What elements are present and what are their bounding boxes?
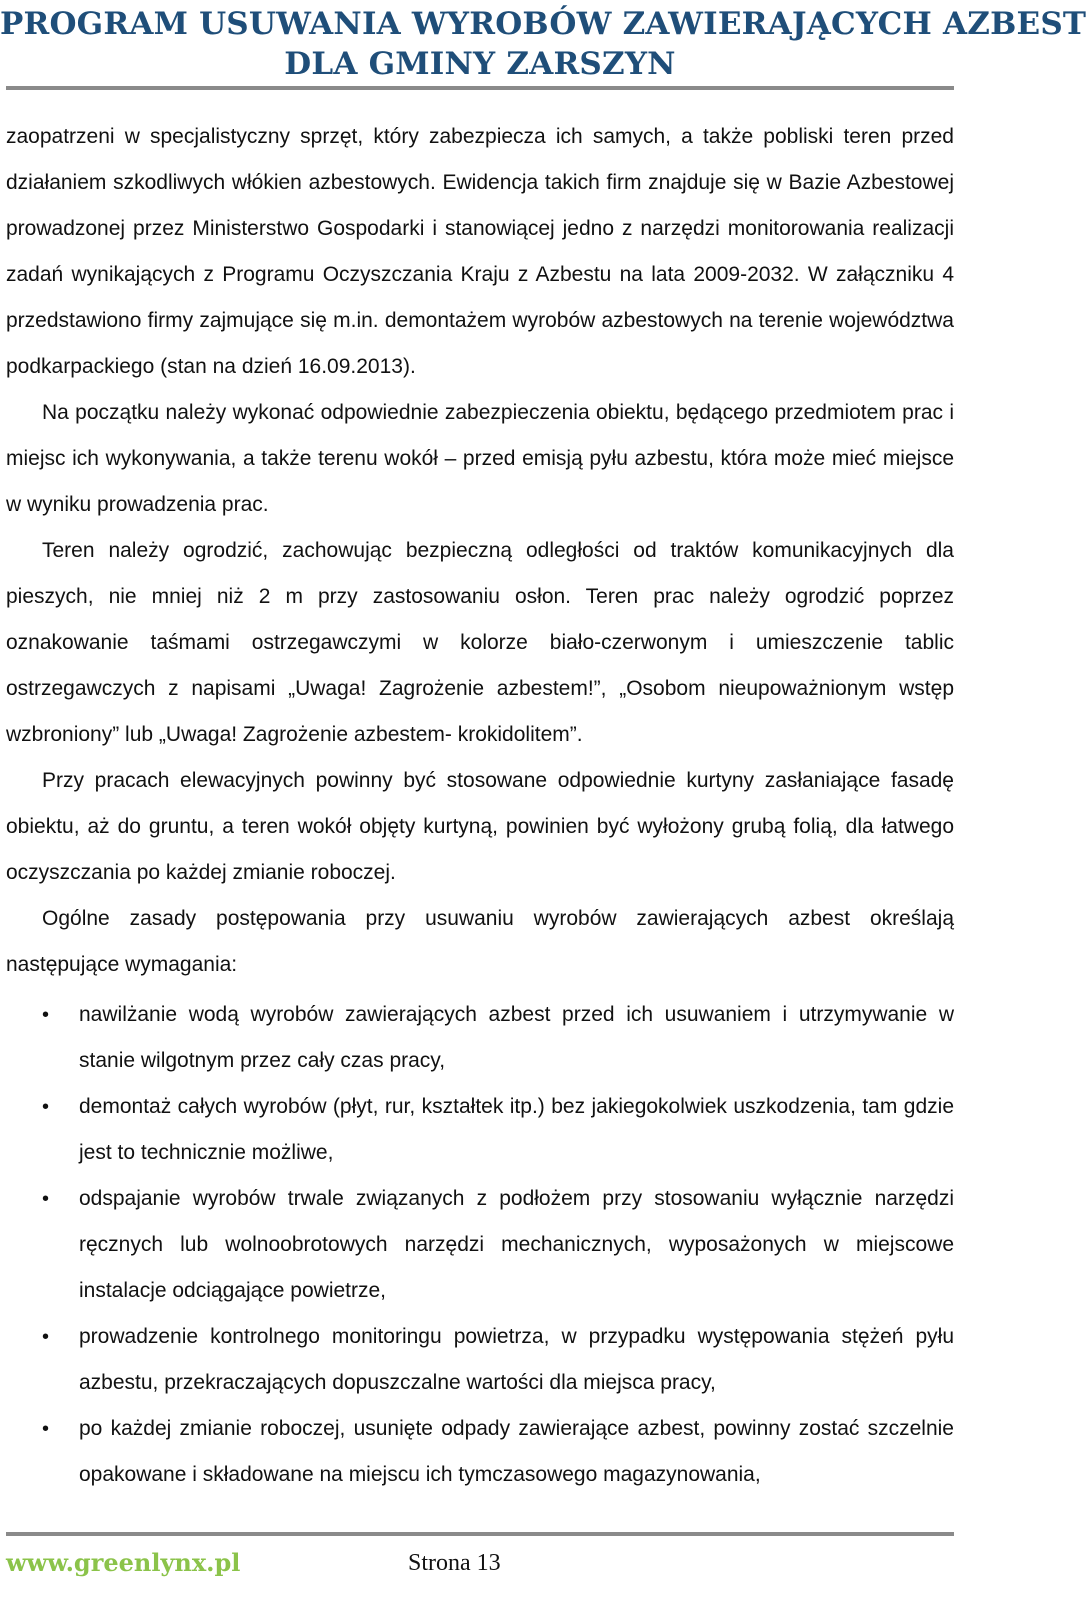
paragraph-general-rules: Ogólne zasady postępowania przy usuwaniu wyrobów zawierających azbest określają następujące wymagania: [6,907,954,976]
document-body [6,114,954,1498]
header-divider [6,86,954,90]
list-item [6,1406,954,1498]
list-item [6,1314,954,1406]
footer-divider [6,1532,954,1536]
list-item-text: po każdej zmianie roboczej, usunięte odpady zawierające azbest, powinny zostać szczelnie opakowane i składowane na miejscu ich tymczasowego magazynowania, [79,1417,954,1486]
page-header [0,0,1086,92]
list-item [6,1176,954,1314]
list-item-text: prowadzenie kontrolnego monitoringu powietrza, w przypadku występowania stężeń pyłu azbestu, przekraczających dopuszczalne wartości dla miejsca pracy, [79,1325,954,1394]
paragraph-fencing: Teren należy ogrodzić, zachowując bezpieczną odległości od traktów komunikacyjnych dla pieszych, nie mniej niż 2 m przy zastosowaniu osłon. Teren prac należy ogrodzić poprzez oznakowanie taśmami ostrzegawczymi w kolorze biało-czerwonym i umieszczenie tablic ostrzegawczych z napisami „Uwaga! Zagrożenie azbestem!”, „Osobom nieupoważnionym wstęp wzbroniony” lub „Uwaga! Zagrożenie azbestem- krokidolitem”. [6,539,954,746]
paragraph-facade-curtains: Przy pracach elewacyjnych powinny być stosowane odpowiednie kurtyny zasłaniające fasadę obiektu, aż do gruntu, a teren wokół objęty kurtyną, powinien być wyłożony grubą folią, dla łatwego oczyszczania po każdej zmianie roboczej. [6,769,954,884]
requirements-list [6,992,954,1498]
paragraph-continuation: zaopatrzeni w specjalistyczny sprzęt, który zabezpiecza ich samych, a także pobliski teren przed działaniem szkodliwych włókien azbestowych. Ewidencja takich firm znajduje się w Bazie Azbestowej prowadzonej przez Ministerstwo Gospodarki i stanowiącej jedno z narzędzi monitorowania realizacji zadań wynikających z Programu Oczyszczania Kraju z Azbestu na lata 2009-2032. W załączniku 4 przedstawiono firmy zajmujące się m.in. demontażem wyrobów azbestowych na terenie województwa podkarpackiego (stan na dzień 16.09.2013). [6,125,954,378]
bullet-icon: • [42,1004,50,1026]
document-title-line-2: DLA GMINY ZARSZYN [284,46,676,82]
list-item-text: demontaż całych wyrobów (płyt, rur, kształtek itp.) bez jakiegokolwiek uszkodzenia, tam gdzie jest to technicznie możliwe, [79,1095,954,1164]
page-footer [0,1520,960,1597]
bullet-icon: • [42,1096,50,1118]
document-title [0,4,1086,84]
list-item-text: odspajanie wyrobów trwale związanych z podłożem przy stosowaniu wyłącznie narzędzi ręcznych lub wolnoobrotowych narzędzi mechanicznych, wyposażonych w miejscowe instalacje odciągające powietrze, [79,1187,954,1302]
bullet-icon: • [42,1326,50,1348]
bullet-icon: • [42,1188,50,1210]
website-link[interactable]: www.greenlynx.pl [6,1548,241,1577]
list-item [6,1084,954,1176]
bullet-icon: • [42,1418,50,1440]
list-item [6,992,954,1084]
document-title-line-1: PROGRAM USUWANIA WYROBÓW ZAWIERAJĄCYCH AZBEST [0,6,1086,42]
list-item-text: nawilżanie wodą wyrobów zawierających azbest przed ich usuwaniem i utrzymywanie w stanie wilgotnym przez cały czas pracy, [79,1003,954,1072]
paragraph-protection: Na początku należy wykonać odpowiednie zabezpieczenia obiektu, będącego przedmiotem prac i miejsc ich wykonywania, a także terenu wokół – przed emisją pyłu azbestu, która może mieć miejsce w wyniku prowadzenia prac. [6,401,954,516]
page-number: Strona 13 [408,1550,501,1576]
